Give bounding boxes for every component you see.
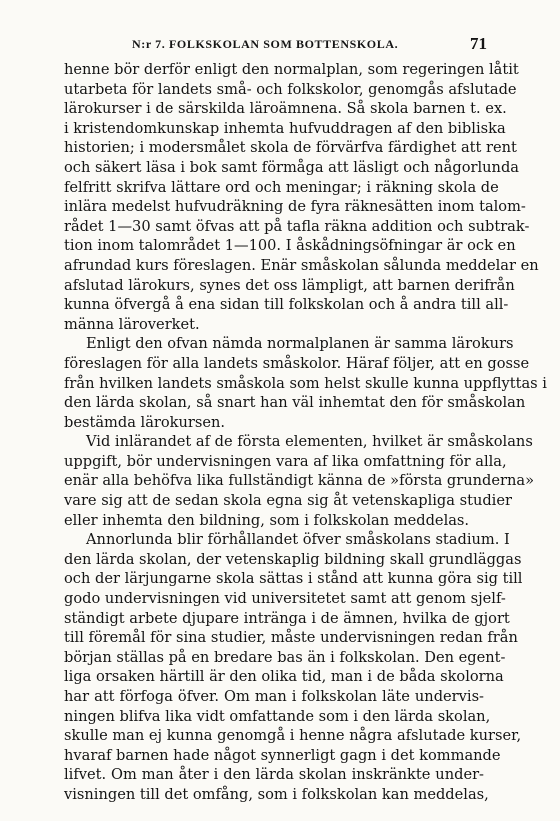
- text-line: eller inhemta den bildning, som i folkskolan meddelas.: [64, 511, 470, 529]
- text-line: afslutad lärokurs, synes det oss lämpligt, att barnen derifrån: [64, 276, 515, 294]
- text-line: lifvet. Om man åter i den lärda skolan inskränkte under-: [64, 766, 484, 784]
- text-line: tion inom talområdet 1—100. I åskådningsöfningar är ock en: [64, 237, 516, 255]
- body-text: [64, 60, 547, 805]
- text-line: henne bör derför enligt den normalplan, som regeringen låtit: [64, 61, 519, 78]
- text-line: lärokurser i de särskilda läroämnena. Så skola barnen t. ex.: [64, 100, 507, 118]
- page-header: [0, 34, 560, 58]
- text-line: skulle man ej kunna genomgå i henne några afslutade kurser,: [64, 727, 522, 745]
- text-line: har att förfoga öfver. Om man i folkskolan läte undervis-: [64, 688, 484, 705]
- text-line: till föremål för sina studier, måste undervisningen redan från: [64, 629, 518, 647]
- text-line: hvaraf barnen hade något synnerligt gagn i det kommande: [64, 746, 501, 764]
- text-line: Vid inlärandet af de första elementen, hvilket är småskolans: [86, 433, 533, 451]
- running-head: N:r 7. FOLKSKOLAN SOM BOTTENSKOLA.: [132, 37, 399, 51]
- text-line: rådet 1—30 samt öfvas att på tafla räkna addition och subtrak-: [64, 217, 530, 235]
- text-line: utarbeta för landets små- och folkskolor, genomgås afslutade: [64, 80, 517, 98]
- text-line: felfritt skrifva lättare ord och meningar; i räkning skola de: [64, 178, 499, 196]
- text-line: och säkert läsa i bok samt förmåga att läsligt och någorlunda: [64, 158, 519, 176]
- text-line: ningen blifva lika vidt omfattande som i den lärda skolan,: [64, 707, 491, 725]
- text-line: uppgift, bör undervisningen vara af lika omfattning för alla,: [64, 452, 507, 470]
- text-line: och der lärjungarne skola sättas i stånd att kunna göra sig till: [64, 570, 523, 588]
- text-line: Annorlunda blir förhållandet öfver småskolans stadium. I: [86, 531, 510, 549]
- text-line: kunna öfvergå å ena sidan till folkskolan och å andra till all-: [64, 296, 509, 314]
- text-line: den lärda skolan, så snart han väl inhemtat den för småskolan: [64, 394, 526, 412]
- text-line: bestämda lärokursen.: [64, 413, 226, 431]
- text-line: Enligt den ofvan nämda normalplanen är samma lärokurs: [86, 335, 514, 353]
- text-line: liga orsaken härtill är den olika tid, man i de båda skolorna: [64, 668, 504, 686]
- text-line: från hvilken landets småskola som helst skulle kunna uppflyttas i: [64, 374, 547, 392]
- text-line: inlära medelst hufvudräkning de fyra räknesätten inom talom-: [64, 198, 526, 216]
- text-line: föreslagen för alla landets småskolor. Häraf följer, att en gosse: [64, 354, 530, 372]
- text-line: ständigt arbete djupare intränga i de ämnen, hvilka de gjort: [64, 609, 510, 627]
- text-line: början ställas på en bredare bas än i folkskolan. Den egent-: [64, 648, 506, 666]
- text-line: den lärda skolan, der vetenskaplig bildning skall grundläggas: [64, 550, 522, 568]
- text-line: visningen till det omfång, som i folkskolan kan meddelas,: [64, 785, 489, 803]
- text-line: vare sig att de sedan skola egna sig åt vetenskapliga studier: [64, 492, 512, 510]
- text-line: historien; i modersmålet skola de förvärfva färdighet att rent: [64, 139, 517, 157]
- text-line: enär alla behöfva lika fullständigt känna de »första grunderna»: [64, 472, 535, 490]
- page-number: 71: [470, 34, 487, 53]
- text-line: i kristendomkunskap inhemta hufvuddragen af den bibliska: [64, 119, 506, 137]
- text-line: männa läroverket.: [64, 315, 200, 333]
- text-line: afrundad kurs föreslagen. Enär småskolan sålunda meddelar en: [64, 256, 539, 274]
- text-line: godo undervisningen vid universitetet samt att genom sjelf-: [64, 590, 506, 608]
